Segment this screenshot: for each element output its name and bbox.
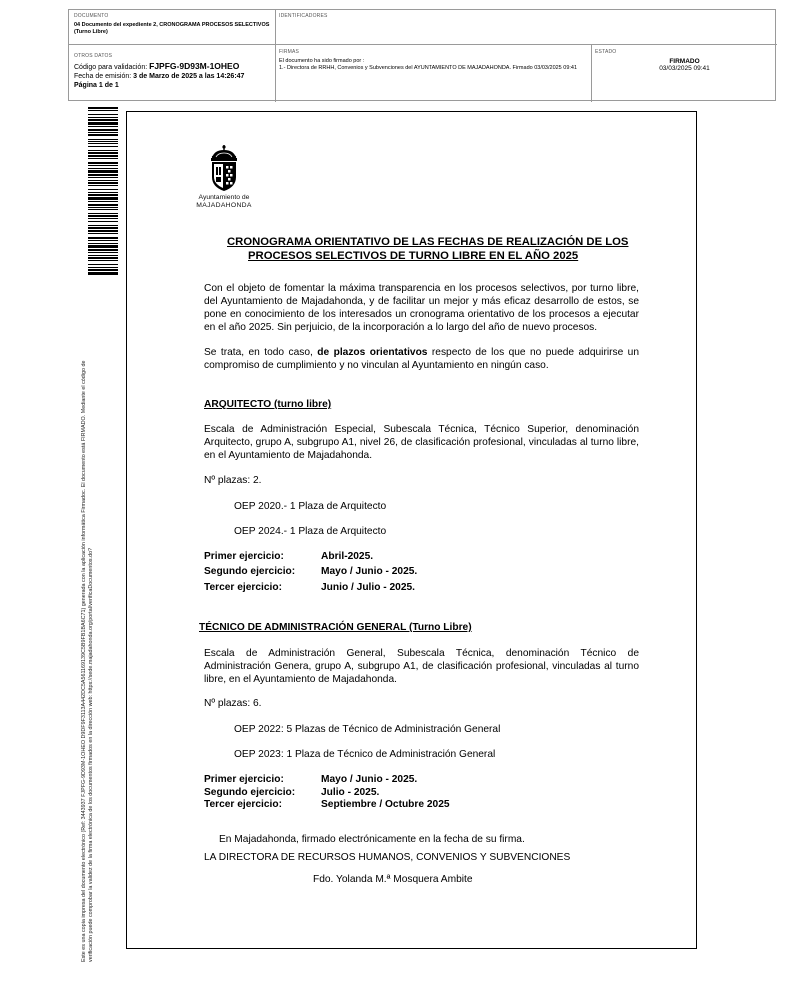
schedule-label: Segundo ejercicio:	[204, 566, 296, 577]
identificadores-label: IDENTIFICADORES	[279, 13, 328, 19]
schedule-value: Mayo / Junio - 2025.	[321, 774, 418, 785]
fecha-label: Fecha de emisión:	[74, 73, 132, 80]
otros-datos-label: OTROS DATOS	[74, 53, 113, 59]
codigo-label: Código para validación:	[74, 64, 148, 71]
section-heading-arquitecto: ARQUITECTO (turno libre)	[204, 399, 332, 410]
margin-line-2: verificación puede comprobar la validez de la firma electrónica de los documentos firmados en la dirección web: https://sede.majadahonda.org/portal/verificaDocumentos.do?	[88, 547, 94, 962]
sign-place: En Majadahonda, firmado electrónicamente en la fecha de su firma.	[219, 834, 525, 845]
fecha-emision	[74, 72, 270, 81]
schedule-value: Junio / Julio - 2025.	[321, 582, 415, 593]
note-paragraph	[204, 346, 639, 372]
firmas-cell	[276, 45, 592, 102]
logo-line-1: Ayuntamiento de	[198, 194, 250, 201]
margin-line-1: Este es una copia impresa del documento electrónico (Ref: 3443937 FJPFG-9D93M-1OHEO D9DF9F3113A442DC5A561169139C5B9FB1BA6C71) generada con la aplicación informática Firmadoc. El documento está FIRMADO. Mediante el código de	[81, 360, 87, 962]
plazas-tag: Nº plazas: 6.	[204, 698, 262, 709]
ayuntamiento-logo	[192, 144, 256, 214]
oep-item: OEP 2024.- 1 Plaza de Arquitecto	[234, 526, 387, 537]
note-post: respecto de los que no puede adquirirse un compromiso de cumplimiento y no vinculan al Ayuntamiento en ningún caso.	[204, 347, 640, 371]
schedule-value: Julio - 2025.	[321, 787, 380, 798]
document-title-line-2: PROCESOS SELECTIVOS DE TURNO LIBRE EN EL AÑO 2025	[248, 250, 579, 262]
oep-item: OEP 2022: 5 Plazas de Técnico de Administración General	[234, 724, 501, 735]
schedule-label: Primer ejercicio:	[204, 774, 284, 785]
note-pre: Se trata, en todo caso,	[204, 347, 318, 358]
oep-item: OEP 2023: 1 Plaza de Técnico de Administración General	[234, 749, 496, 760]
pagina: Página 1 de 1	[74, 82, 119, 89]
fecha-value: 3 de Marzo de 2025 a las 14:26:47	[133, 73, 245, 80]
sign-role: LA DIRECTORA DE RECURSOS HUMANOS, CONVENIOS Y SUBVENCIONES	[204, 852, 571, 863]
estado-cell	[592, 45, 777, 102]
firmas-text: 1.- Directora de RRHH, Convenios y Subvenciones del AYUNTAMIENTO DE MAJADAHONDA. Firmado 03/03/2025 09:41	[279, 65, 578, 71]
estado-value: FIRMADO	[669, 58, 700, 65]
crest-icon	[192, 144, 256, 194]
document-title-line-1: CRONOGRAMA ORIENTATIVO DE LAS FECHAS DE REALIZACIÓN DE LOS	[227, 236, 629, 248]
schedule-value: Septiembre / Octubre 2025	[321, 799, 450, 810]
identificadores-cell	[276, 10, 777, 45]
oep-item: OEP 2020.- 1 Plaza de Arquitecto	[234, 501, 387, 512]
sign-name: Fdo. Yolanda M.ª Mosquera Ambite	[313, 874, 473, 885]
note-bold: de plazos orientativos	[317, 347, 428, 358]
logo-line-2: MAJADAHONDA	[196, 202, 252, 209]
section-heading-tag: TÉCNICO DE ADMINISTRACIÓN GENERAL (Turno Libre)	[199, 622, 472, 633]
margin-verification-text	[81, 292, 95, 962]
section-description-arquitecto: Escala de Administración Especial, Subescala Técnica, Técnico Superior, denominación Arquitecto, grupo A, subgrupo A1, nivel 26, de clasificación profesional, vinculadas al turno libre, en el Ayuntamiento de Majadahonda.	[204, 424, 639, 461]
schedule-label: Segundo ejercicio:	[204, 787, 296, 798]
documento-cell	[69, 10, 276, 45]
barcode-bar	[88, 272, 118, 275]
schedule-value: Abril-2025.	[321, 551, 374, 562]
schedule-label: Primer ejercicio:	[204, 551, 284, 562]
schedule-label: Tercer ejercicio:	[204, 799, 282, 810]
logo-text	[192, 194, 256, 210]
firmas-intro: El documento ha sido firmado por :	[279, 58, 365, 64]
section-description-tag: Escala de Administración General, Subescala Técnica, denominación Técnico de Administración Genera, grupo A, subgrupo A1, de clasificación profesional, vinculadas al turno libre, en el Ayuntamiento de Majadahonda.	[204, 648, 639, 685]
signature-header-table	[68, 9, 776, 101]
firmas-label: FIRMAS	[279, 49, 300, 55]
plazas-arquitecto: Nº plazas: 2.	[204, 475, 262, 486]
estado-label: ESTADO	[595, 49, 617, 55]
barcode-image	[88, 107, 118, 275]
codigo-validacion	[74, 62, 270, 72]
schedule-label: Tercer ejercicio:	[204, 582, 282, 593]
documento-label: DOCUMENTO	[74, 13, 109, 19]
otros-datos-cell	[69, 45, 276, 102]
schedule-value: Mayo / Junio - 2025.	[321, 566, 418, 577]
estado-date: 03/03/2025 09:41	[659, 65, 710, 72]
intro-paragraph: Con el objeto de fomentar la máxima transparencia en los procesos selectivos, por turno libre, del Ayuntamiento de Majadahonda, y de facilitar un mejor y más eficaz desarrollo de estos, se pone en conocimiento de los interesados un cronograma orientativo de los procesos a ejecutar en el año 2025. Sin perjuicio, de la incorporación a lo largo del año de nuevo procesos.	[204, 283, 639, 333]
codigo-value: FJPFG-9D93M-1OHEO	[149, 61, 240, 71]
documento-text: 04 Documento del expediente 2, CRONOGRAMA PROCESOS SELECTIVOS (Turno Libre)	[74, 22, 270, 35]
